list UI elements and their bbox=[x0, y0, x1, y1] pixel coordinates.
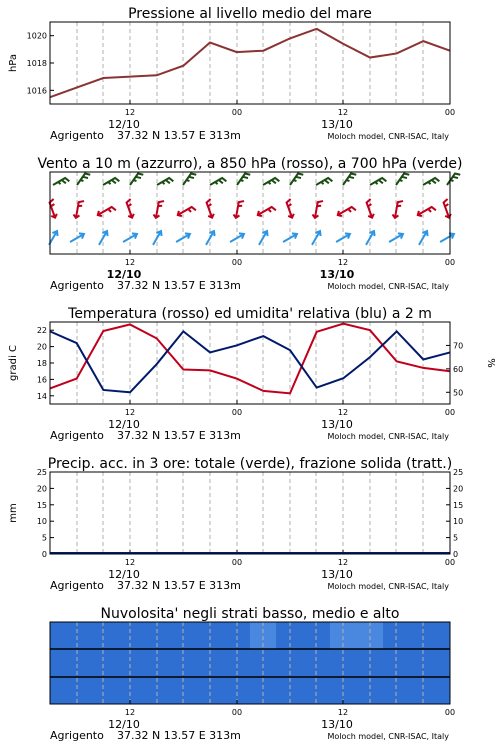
credit-label: Moloch model, CNR-ISAC, Italy bbox=[327, 432, 449, 441]
station-name: Agrigento bbox=[50, 429, 104, 442]
station-coords: 37.32 N 13.57 E 313m bbox=[117, 129, 241, 142]
wind-barb-stroke bbox=[447, 172, 460, 188]
x-tick-label: 00 bbox=[231, 558, 243, 567]
station-coords: 37.32 N 13.57 E 313m bbox=[117, 279, 241, 292]
y-tick-label: 5 bbox=[41, 533, 47, 543]
y-tick-label-right: 20 bbox=[453, 484, 464, 494]
date-label: 13/10 bbox=[321, 418, 353, 431]
wind-barb-stroke bbox=[440, 199, 454, 219]
wind-barb-850 bbox=[46, 199, 60, 219]
x-tick-label: 12 bbox=[124, 108, 136, 117]
x-tick-label: 12 bbox=[124, 258, 136, 267]
wind-barb-stroke bbox=[237, 172, 250, 188]
wind-barb-stroke bbox=[77, 172, 90, 188]
panel-title: Vento a 10 m (azzurro), a 850 hPa (rosso), a 700 hPa (verde) bbox=[37, 156, 463, 172]
y-tick-label-right: 10 bbox=[453, 517, 464, 527]
date-label: 13/10 bbox=[321, 118, 353, 131]
station-name: Agrigento bbox=[50, 729, 104, 742]
wind-barb-stroke bbox=[423, 177, 439, 189]
x-tick-label: 12 bbox=[124, 408, 136, 417]
y-tick-label: 20 bbox=[36, 342, 47, 352]
date-label: 12/10 bbox=[108, 568, 140, 581]
wind-barb-stroke bbox=[370, 177, 386, 189]
y-tick-label: 25 bbox=[36, 468, 47, 477]
credit-label: Moloch model, CNR-ISAC, Italy bbox=[327, 732, 449, 741]
wind-arrow-10m bbox=[46, 230, 59, 247]
y-tick-label: 18 bbox=[36, 359, 47, 368]
credit-label: Moloch model, CNR-ISAC, Italy bbox=[327, 132, 449, 141]
wind-barb-850 bbox=[176, 203, 196, 219]
wind-barb-850 bbox=[256, 203, 276, 219]
date-label: 13/10 bbox=[321, 718, 353, 731]
y-tick-label-right: 15 bbox=[453, 500, 464, 510]
wind-barb-stroke bbox=[130, 172, 143, 188]
wind-barb-700 bbox=[237, 172, 250, 188]
wind-barb-700 bbox=[290, 172, 303, 188]
wind-barb-stroke bbox=[290, 172, 303, 188]
x-tick-label: 00 bbox=[444, 708, 456, 717]
cloud-cell bbox=[330, 622, 383, 649]
wind-barb-850 bbox=[233, 200, 244, 219]
wind-barb-stroke bbox=[46, 199, 60, 219]
y-tick-label: 14 bbox=[36, 391, 47, 401]
temperature-line bbox=[50, 324, 450, 394]
y-axis-label-right: % bbox=[485, 358, 496, 368]
y-tick-label-right: 50 bbox=[453, 388, 464, 398]
wind-barb-850 bbox=[416, 203, 436, 219]
wind-barb-850 bbox=[392, 200, 403, 219]
wind-barb-700 bbox=[396, 172, 409, 188]
wind-arrow-stroke bbox=[439, 231, 456, 244]
plot-frame bbox=[50, 472, 450, 554]
wind-barb-stroke bbox=[336, 203, 356, 219]
wind-barb-700 bbox=[77, 172, 90, 188]
plot-frame bbox=[50, 22, 450, 104]
wind-barb-stroke bbox=[176, 203, 196, 219]
date-label: 12/10 bbox=[108, 418, 140, 431]
wind-barb-700 bbox=[210, 177, 226, 189]
y-tick-label: 1020 bbox=[26, 31, 47, 41]
x-tick-label: 00 bbox=[444, 408, 456, 417]
wind-barb-700 bbox=[343, 172, 356, 188]
x-tick-label: 00 bbox=[444, 558, 456, 567]
x-tick-label: 00 bbox=[231, 708, 243, 717]
date-label: 12/10 bbox=[106, 268, 142, 281]
wind-arrow-stroke bbox=[46, 230, 59, 247]
date-label: 12/10 bbox=[108, 118, 140, 131]
y-axis-label: mm bbox=[8, 503, 19, 523]
wind-barb-700 bbox=[370, 177, 386, 189]
wind-barb-stroke bbox=[263, 177, 279, 189]
wind-barb-stroke bbox=[396, 172, 409, 188]
plot-frame bbox=[50, 322, 450, 404]
credit-label: Moloch model, CNR-ISAC, Italy bbox=[327, 582, 449, 591]
wind-barb-stroke bbox=[153, 200, 164, 219]
wind-barb-stroke bbox=[73, 200, 84, 219]
y-tick-label-right: 70 bbox=[453, 341, 464, 351]
x-tick-label: 12 bbox=[337, 258, 349, 267]
y-tick-label-right: 25 bbox=[453, 468, 464, 477]
x-tick-label: 00 bbox=[444, 108, 456, 117]
x-tick-label: 12 bbox=[337, 108, 349, 117]
wind-barb-stroke bbox=[392, 200, 403, 219]
y-axis-label: hPa bbox=[8, 53, 19, 73]
y-tick-label: 1018 bbox=[26, 59, 47, 68]
wind-barb-700 bbox=[53, 177, 69, 189]
wind-barb-stroke bbox=[96, 203, 116, 219]
x-tick-label: 12 bbox=[124, 558, 136, 567]
y-tick-label: 1016 bbox=[26, 86, 47, 96]
wind-barb-700 bbox=[447, 172, 460, 188]
wind-barb-700 bbox=[316, 177, 332, 189]
wind-arrow-10m bbox=[439, 231, 456, 244]
wind-barb-700 bbox=[157, 177, 173, 189]
wind-barb-850 bbox=[153, 200, 164, 219]
panel-title: Precip. acc. in 3 ore: totale (verde), frazione solida (tratt.) bbox=[47, 456, 453, 472]
x-tick-label: 12 bbox=[337, 558, 349, 567]
x-tick-label: 12 bbox=[124, 708, 136, 717]
wind-barb-850 bbox=[440, 199, 454, 219]
y-tick-label: 0 bbox=[41, 550, 47, 559]
date-label: 13/10 bbox=[319, 268, 355, 281]
wind-barb-stroke bbox=[210, 177, 226, 189]
x-tick-label: 00 bbox=[231, 258, 243, 267]
y-tick-label: 20 bbox=[36, 484, 47, 494]
station-coords: 37.32 N 13.57 E 313m bbox=[117, 579, 241, 592]
panel-title: Nuvolosita' negli strati basso, medio e alto bbox=[100, 606, 400, 622]
date-label: 12/10 bbox=[108, 718, 140, 731]
x-tick-label: 00 bbox=[444, 258, 456, 267]
y-axis-label: gradi C bbox=[8, 345, 19, 381]
wind-barb-850 bbox=[96, 203, 116, 219]
y-tick-label: 16 bbox=[36, 375, 47, 385]
humidity-line bbox=[50, 331, 450, 392]
y-tick-label: 22 bbox=[36, 326, 47, 336]
wind-barb-700 bbox=[423, 177, 439, 189]
wind-barb-700 bbox=[103, 177, 119, 189]
station-name: Agrigento bbox=[50, 129, 104, 142]
wind-barb-stroke bbox=[416, 203, 436, 219]
y-tick-label: 10 bbox=[36, 517, 47, 527]
station-coords: 37.32 N 13.57 E 313m bbox=[117, 429, 241, 442]
wind-barb-stroke bbox=[316, 177, 332, 189]
wind-barb-700 bbox=[183, 172, 196, 188]
wind-barb-stroke bbox=[103, 177, 119, 189]
x-tick-label: 12 bbox=[337, 408, 349, 417]
y-tick-label-right: 60 bbox=[453, 364, 464, 374]
wind-barb-700 bbox=[130, 172, 143, 188]
wind-barb-stroke bbox=[183, 172, 196, 188]
pressure-line bbox=[50, 29, 450, 97]
panel-title: Pressione al livello medio del mare bbox=[128, 6, 372, 22]
wind-barb-stroke bbox=[233, 200, 244, 219]
wind-barb-stroke bbox=[53, 177, 69, 189]
wind-barb-850 bbox=[312, 200, 323, 219]
date-label: 13/10 bbox=[321, 568, 353, 581]
wind-barb-stroke bbox=[312, 200, 323, 219]
wind-barb-stroke bbox=[157, 177, 173, 189]
wind-barb-stroke bbox=[256, 203, 276, 219]
credit-label: Moloch model, CNR-ISAC, Italy bbox=[327, 282, 449, 291]
station-name: Agrigento bbox=[50, 579, 104, 592]
wind-barb-stroke bbox=[343, 172, 356, 188]
wind-barb-700 bbox=[263, 177, 279, 189]
x-tick-label: 00 bbox=[231, 408, 243, 417]
y-tick-label-right: 0 bbox=[453, 550, 459, 559]
wind-barb-850 bbox=[73, 200, 84, 219]
panel-title: Temperatura (rosso) ed umidita' relativa (blu) a 2 m bbox=[68, 306, 432, 322]
station-coords: 37.32 N 13.57 E 313m bbox=[117, 729, 241, 742]
x-tick-label: 00 bbox=[231, 108, 243, 117]
y-tick-label: 15 bbox=[36, 500, 47, 510]
station-name: Agrigento bbox=[50, 279, 104, 292]
wind-barb-850 bbox=[336, 203, 356, 219]
x-tick-label: 12 bbox=[337, 708, 349, 717]
y-tick-label-right: 5 bbox=[453, 533, 459, 543]
